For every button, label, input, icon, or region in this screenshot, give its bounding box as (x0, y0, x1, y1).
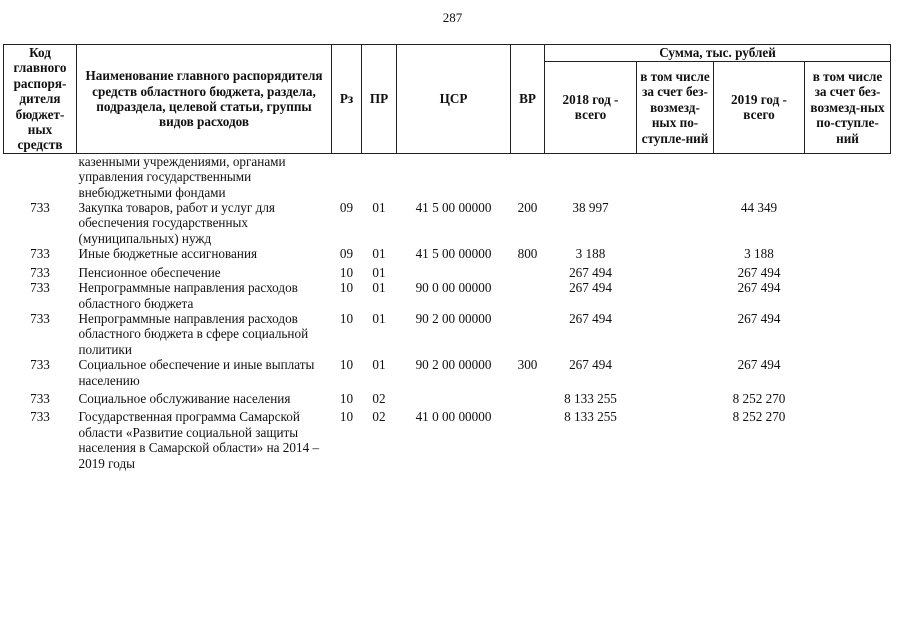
cell-rz (332, 153, 362, 200)
cell-code: 733 (30, 280, 50, 296)
cell-free-2019 (805, 391, 891, 406)
header-rz: Рз (332, 45, 362, 154)
table-row (4, 280, 891, 311)
cell-pr: 01 (372, 280, 386, 296)
cell-vr (511, 280, 545, 311)
cell-free-2019 (805, 311, 891, 357)
cell-name: Иные бюджетные ассигнования (78, 246, 258, 262)
cell-csr (397, 153, 511, 200)
cell-free-2019 (805, 246, 891, 261)
cell-total-2018: 8 133 255 (564, 390, 617, 406)
cell-vr (511, 409, 545, 471)
cell-rz: 10 (339, 310, 354, 326)
header-total-2018: 2018 год - всего (545, 62, 637, 154)
cell-csr: 90 2 00 00000 (415, 357, 492, 373)
cell-csr: 41 5 00 00000 (415, 246, 492, 262)
table-row (4, 409, 891, 471)
cell-total-2018: 267 494 (569, 310, 612, 326)
cell-free-2018 (637, 409, 714, 471)
cell-rz: 10 (339, 390, 354, 406)
header-free-2018: в том числе за счет без-возмезд-ных по-ступле-ний (637, 62, 714, 154)
cell-code: 733 (30, 409, 50, 425)
cell-code (4, 153, 77, 200)
cell-free-2019 (805, 265, 891, 280)
cell-name: Социальное обслуживание населения (78, 390, 291, 406)
cell-name: Пенсионное обеспечение (78, 264, 221, 280)
budget-table (3, 44, 891, 471)
cell-name: Непрограммные направления расходов областного бюджета в сфере социальной политики (78, 310, 309, 357)
table-row (4, 357, 891, 388)
cell-code: 733 (30, 390, 50, 406)
cell-free-2018 (637, 200, 714, 246)
cell-pr: 02 (372, 390, 386, 406)
cell-vr: 200 (517, 200, 538, 216)
table-row (4, 265, 891, 280)
cell-vr (511, 311, 545, 357)
cell-total-2019: 44 349 (740, 200, 778, 216)
cell-name: Государственная программа Самарской области «Развитие социальной защиты населения в Самарской области» на 2014 – 2019 годы (78, 409, 320, 471)
cell-free-2018 (637, 153, 714, 200)
cell-total-2019: 8 252 270 (732, 390, 786, 406)
cell-name: Социальное обеспечение и иные выплаты населению (78, 357, 315, 388)
table-header (4, 45, 891, 154)
cell-csr: 41 0 00 00000 (415, 409, 492, 425)
header-total-2019: 2019 год - всего (714, 62, 805, 154)
table-row (4, 391, 891, 406)
cell-total-2018: 38 997 (572, 200, 609, 216)
cell-total-2019: 267 494 (737, 310, 781, 326)
header-name: Наименование главного распорядителя средств областного бюджета, раздела, подраздела, целевой статьи, группы видов расходов (77, 45, 332, 154)
cell-total-2018: 3 188 (575, 246, 606, 262)
cell-total-2019: 267 494 (737, 264, 781, 280)
header-sum: Сумма, тыс. рублей (545, 45, 891, 62)
header-vr: ВР (511, 45, 545, 154)
cell-pr: 01 (372, 357, 386, 373)
cell-vr (511, 391, 545, 406)
cell-free-2018 (637, 357, 714, 388)
cell-free-2019 (805, 280, 891, 311)
cell-total-2019 (714, 153, 805, 200)
cell-csr: 90 2 00 00000 (415, 310, 492, 326)
cell-rz: 10 (339, 409, 354, 425)
cell-total-2019: 267 494 (737, 357, 781, 373)
cell-free-2018 (637, 246, 714, 261)
cell-free-2018 (637, 391, 714, 406)
cell-pr: 01 (372, 264, 386, 280)
cell-vr: 800 (517, 246, 538, 262)
cell-total-2019: 3 188 (744, 246, 774, 262)
header-csr: ЦСР (397, 45, 511, 154)
cell-total-2018: 267 494 (569, 280, 612, 296)
cell-total-2018: 267 494 (569, 264, 612, 280)
header-free-2019: в том числе за счет без-возмезд-ных по-ступле-ний (805, 62, 891, 154)
cell-csr (397, 391, 511, 406)
cell-pr: 01 (372, 246, 386, 262)
cell-code: 733 (30, 357, 50, 373)
cell-total-2019: 267 494 (737, 280, 781, 296)
cell-vr: 300 (517, 357, 538, 373)
cell-csr: 90 0 00 00000 (415, 280, 492, 296)
cell-total-2018: 267 494 (569, 357, 612, 373)
cell-name: казенными учреждениями, органами управления государственными внебюджетными фондами (78, 153, 286, 200)
cell-name: Закупка товаров, работ и услуг для обеспечения государственных (муниципальных) нужд (78, 200, 275, 246)
cell-pr: 02 (372, 409, 386, 425)
cell-vr (511, 265, 545, 280)
cell-code: 733 (30, 246, 50, 262)
table-body (4, 153, 891, 471)
page-number: 287 (442, 10, 463, 25)
cell-free-2019 (805, 200, 891, 246)
cell-pr: 01 (372, 200, 386, 216)
cell-rz: 10 (339, 280, 354, 296)
cell-code: 733 (30, 310, 50, 326)
cell-code: 733 (30, 264, 50, 280)
cell-free-2018 (637, 311, 714, 357)
cell-vr (511, 153, 545, 200)
header-code: Код главного распоря-дителя бюджет-ных средств (4, 45, 77, 154)
table-row (4, 200, 891, 246)
cell-total-2019: 8 252 270 (732, 409, 786, 425)
table-row (4, 153, 891, 200)
cell-csr (397, 265, 511, 280)
cell-free-2018 (637, 265, 714, 280)
cell-pr (362, 153, 397, 200)
cell-total-2018 (545, 153, 637, 200)
table-row (4, 311, 891, 357)
cell-csr: 41 5 00 00000 (415, 200, 492, 216)
table-row (4, 246, 891, 261)
cell-rz: 10 (339, 357, 354, 373)
cell-total-2018: 8 133 255 (564, 409, 617, 425)
cell-rz: 09 (339, 246, 354, 262)
cell-rz: 10 (339, 264, 354, 280)
cell-rz: 09 (339, 200, 354, 216)
header-pr: ПР (362, 45, 397, 154)
cell-free-2019 (805, 153, 891, 200)
cell-free-2018 (637, 280, 714, 311)
cell-free-2019 (805, 409, 891, 471)
cell-free-2019 (805, 357, 891, 388)
cell-pr: 01 (372, 310, 386, 326)
cell-name: Непрограммные направления расходов областного бюджета (78, 280, 298, 311)
cell-code: 733 (30, 200, 50, 216)
